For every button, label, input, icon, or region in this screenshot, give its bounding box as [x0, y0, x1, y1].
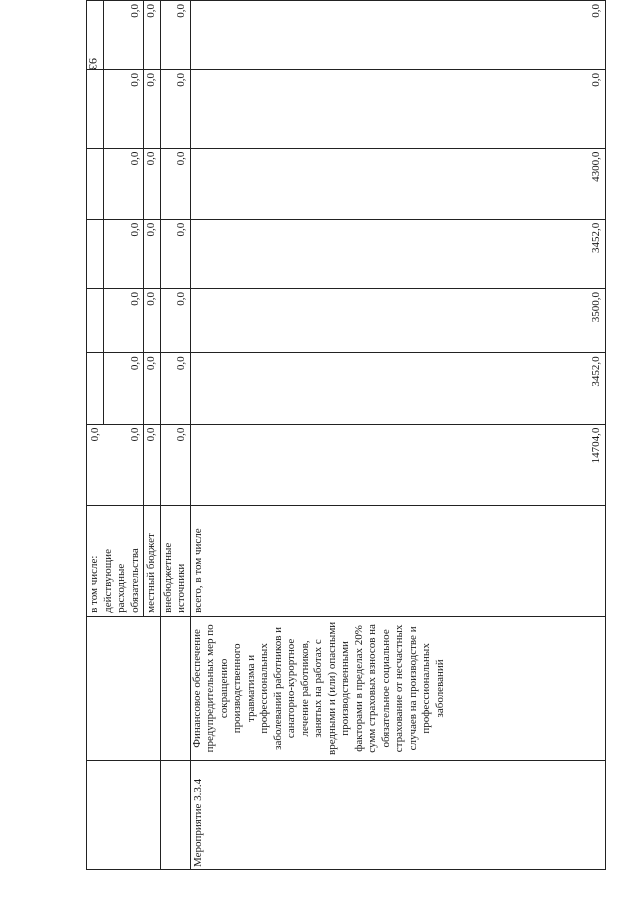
table-cell: 0,0: [128, 151, 141, 166]
table-row: [87, 1, 104, 870]
row-label: всего, в том числе: [191, 528, 204, 613]
measure-label: Мероприятие 3.3.4: [191, 778, 204, 867]
table-cell: 0,0: [590, 4, 602, 18]
table-cell: 0,0: [128, 292, 141, 306]
table-cell: 3500,0: [590, 292, 602, 323]
table-cell: 0,0: [128, 356, 141, 371]
page-number: 93: [86, 58, 100, 70]
table-cell: 0,0: [128, 222, 141, 237]
table-cell: 3452,0: [590, 356, 602, 387]
row-label: в том числе: действующие расходные обязательства: [88, 548, 141, 613]
budget-table: [86, 0, 606, 870]
table-cell: 0,0: [145, 427, 157, 442]
table-cell: 0,0: [175, 292, 187, 306]
table-cell: 0,0: [128, 72, 141, 87]
measure-name: Финансовое обеспечение предупредительных мер по сокращению производственного травматизма и профессиональных заболеваний работников и санаторно-курортное лечение работников, занятых на работах с вредными и (или) опасными производственными факторами в пределах 20% сумм страховых взносов на обязательное социальное страхование от несчастных случаев на производстве и профессиональных заболеваний: [190, 621, 446, 755]
table-cell: 0,0: [175, 72, 187, 87]
table-cell: 0,0: [145, 151, 157, 166]
table-cell: 0,0: [145, 292, 157, 306]
table-cell: 3452,0: [590, 222, 602, 254]
table-cell: 4300,0: [590, 151, 602, 182]
table-cell: 0,0: [175, 427, 187, 442]
table-cell: 14704,0: [590, 427, 602, 464]
table-row: [160, 1, 190, 870]
table-cell: 0,0: [145, 72, 157, 87]
table-cell: 0,0: [145, 4, 157, 18]
row-label: местный бюджет: [145, 533, 157, 613]
table-cell: 0,0: [128, 4, 141, 18]
table-cell: 0,0: [89, 427, 102, 442]
row-label: внебюджетные источники: [161, 542, 187, 613]
table-cell: 0,0: [175, 222, 187, 237]
table-cell: 0,0: [145, 222, 157, 237]
table-cell: 0,0: [175, 4, 187, 18]
table-cell: 0,0: [145, 356, 157, 371]
table-cell: 0,0: [590, 72, 602, 87]
table-row: [190, 1, 605, 870]
table-cell: 0,0: [175, 151, 187, 166]
table-cell: 0,0: [128, 427, 141, 442]
table-cell: 0,0: [175, 356, 187, 371]
